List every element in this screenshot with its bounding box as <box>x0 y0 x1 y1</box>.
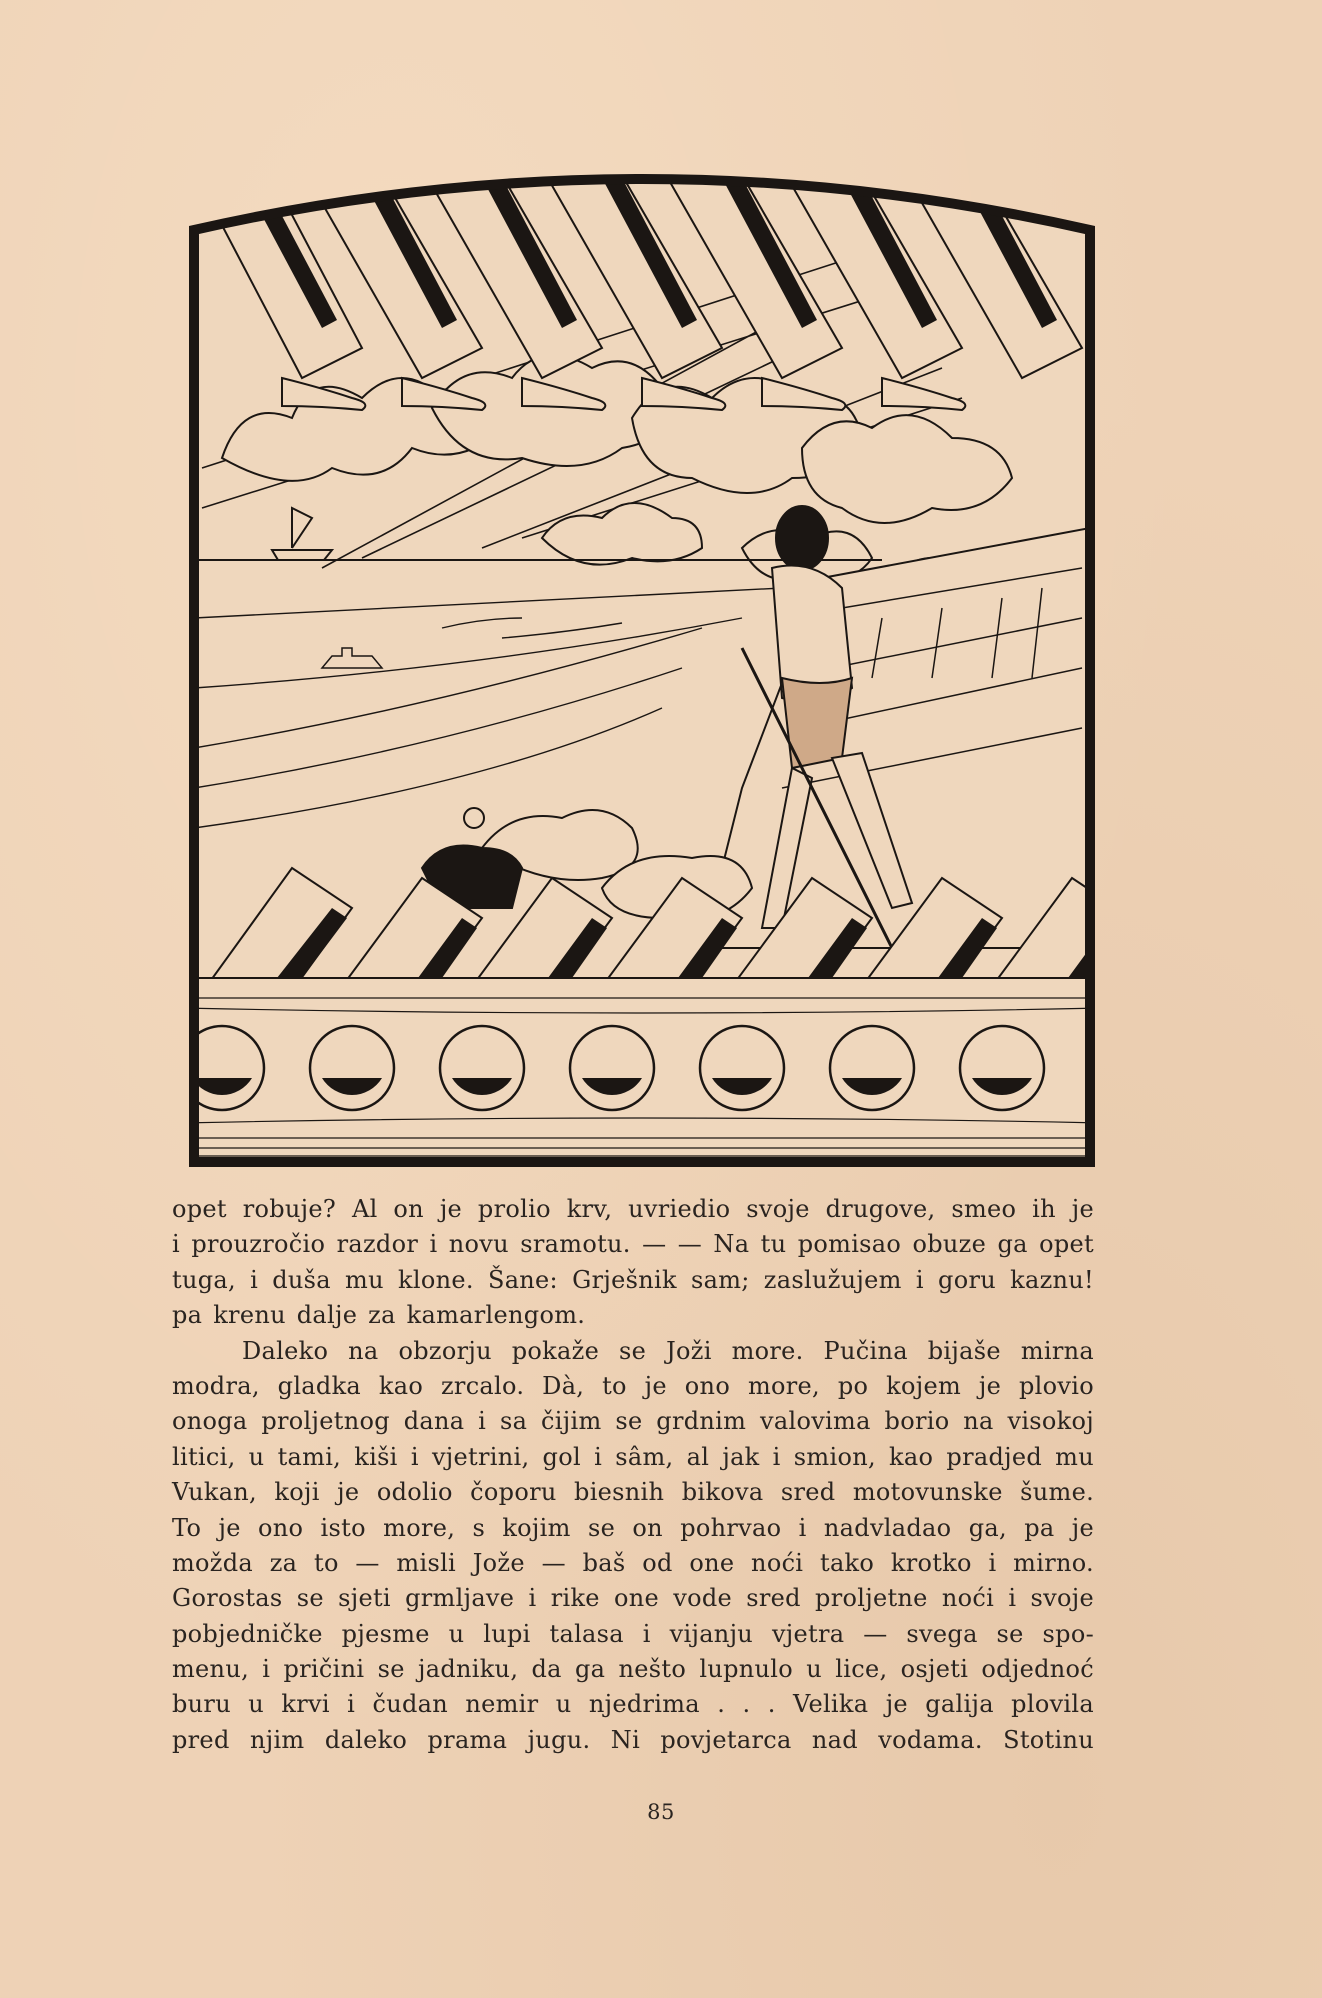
text-line: modra, gladka kao zrcalo. Dà, to je ono more, po kojem je plovio <box>172 1371 1094 1400</box>
text-line: Gorostas se sjeti grmljave i rike one vode sred proljetne noći i svoje <box>172 1584 1094 1613</box>
page-number: 85 <box>647 1800 675 1824</box>
text-line: buru u krvi i čudan nemir u njedrima . . . Velika je galija plovila <box>172 1690 1094 1719</box>
body-text <box>172 1192 1094 1758</box>
text-line: pred njim daleko prama jugu. Ni povjetarca nad vodama. Stotinu <box>172 1725 1094 1754</box>
paragraph-1 <box>172 1192 1094 1334</box>
illustration <box>182 148 1102 1168</box>
text-line: tuga, i duša mu klone. Šane: Grješnik sam; zaslužujem i goru kaznu! <box>172 1265 1094 1294</box>
text-line: To je ono isto more, s kojim se on pohrvao i nadvladao ga, pa je <box>172 1513 1094 1542</box>
text-line: pobjedničke pjesme u lupi talasa i vijanju vjetra — svega se spo- <box>172 1619 1094 1648</box>
text-line: možda za to — misli Jože — baš od one noći tako krotko i mirno. <box>172 1548 1094 1577</box>
text-line: menu, i pričini se jadniku, da ga nešto lupnulo u lice, osjeti odjednoć <box>172 1655 1094 1684</box>
text-line: onoga proljetnog dana i sa čijim se grdnim valovima borio na visokoj <box>172 1407 1094 1436</box>
text-line: Vukan, koji je odolio čoporu biesnih bikova sred motovunske šume. <box>172 1478 1094 1507</box>
text-line: Daleko na obzorju pokaže se Joži more. Pučina bijaše mirna <box>242 1336 1094 1365</box>
paragraph-2 <box>172 1334 1094 1759</box>
text-line: opet robuje? Al on je prolio krv, uvriedio svoje drugove, smeo ih je <box>172 1195 1094 1223</box>
text-line: i prouzročio razdor i novu sramotu. — — Na tu pomisao obuze ga opet <box>172 1230 1094 1259</box>
text-line: pa krenu dalje za kamarlengom. <box>172 1301 586 1330</box>
woodcut-illustration <box>182 148 1102 1168</box>
text-line: litici, u tami, kiši i vjetrini, gol i sâm, al jak i smion, kao pradjed mu <box>172 1442 1094 1471</box>
